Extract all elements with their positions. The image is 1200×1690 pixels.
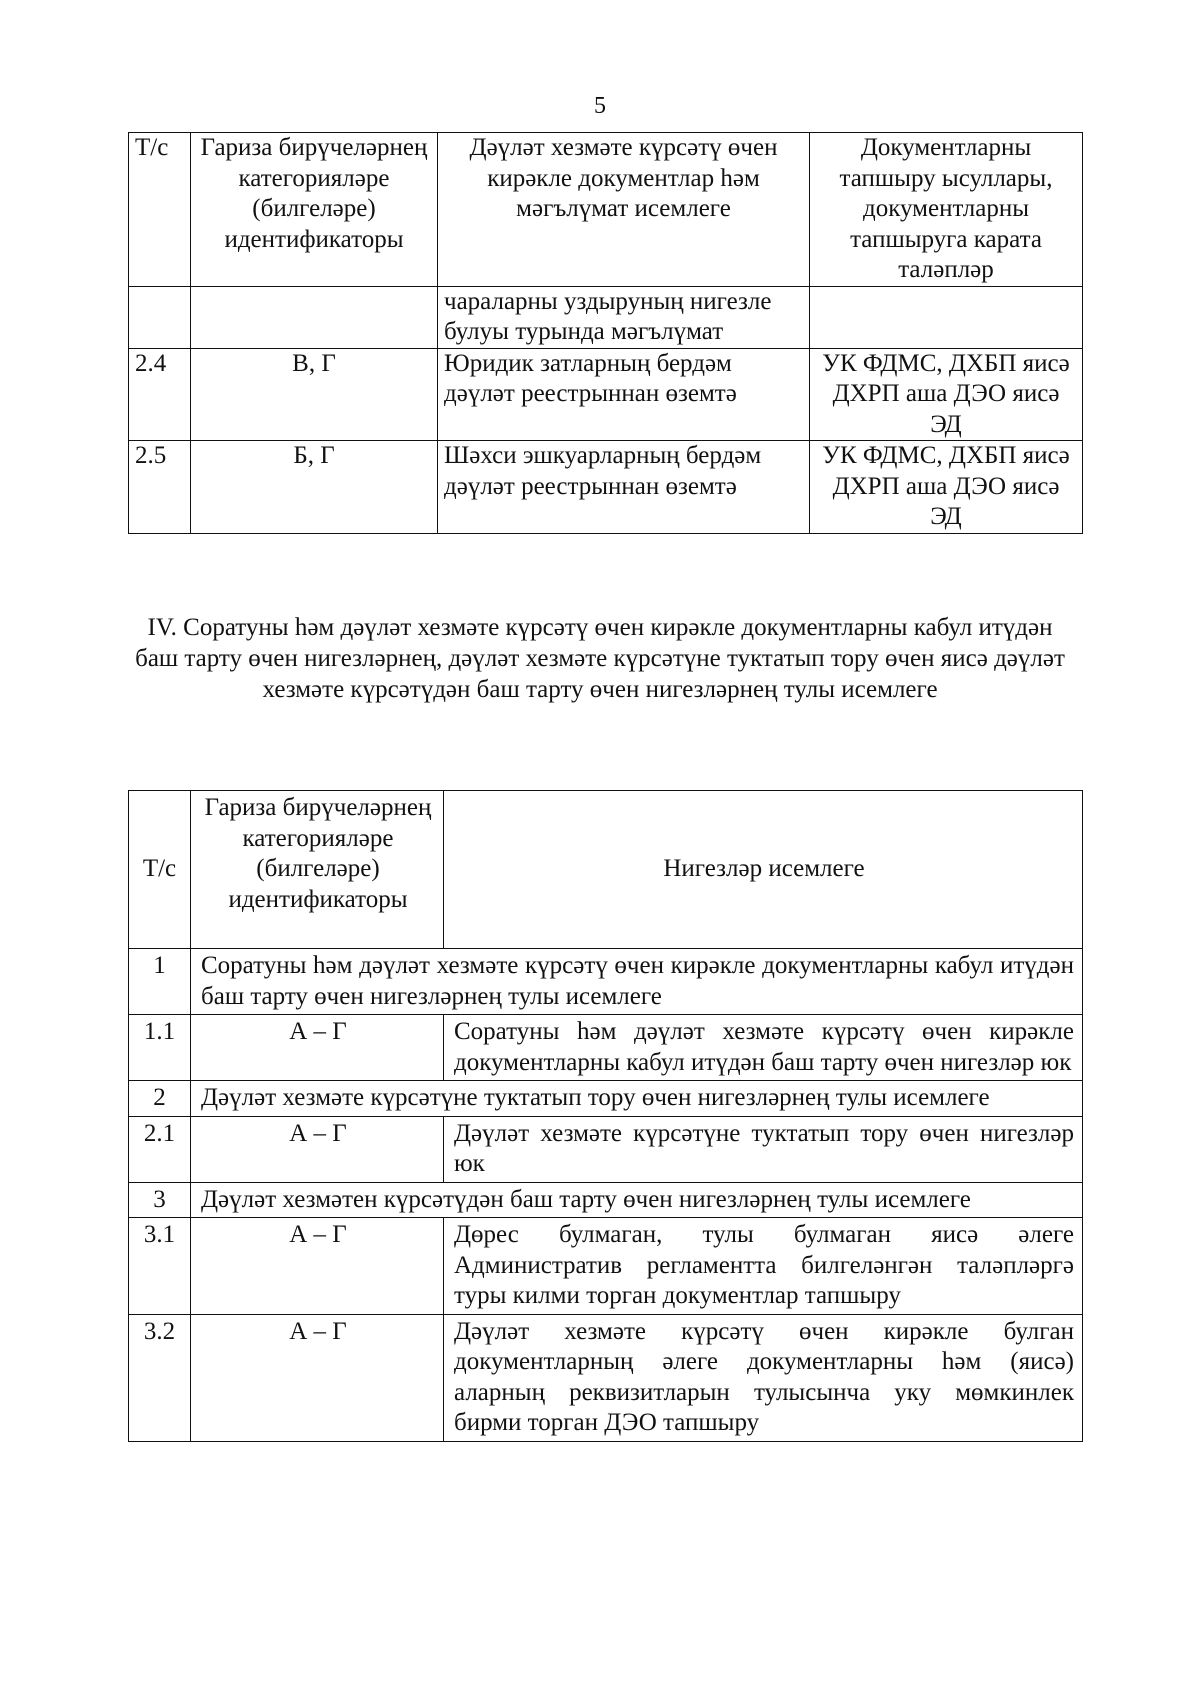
row-grounds: Соратуны һәм дәүләт хезмәте күрсәтү өчен кирәкле документларны кабул итүдән баш тарту өчен нигезләр юк [444,1015,1083,1081]
table-row [129,1314,1083,1441]
row-document: чараларны уздыруның нигезле булуы турында мәгълүмат [438,286,810,348]
row-number: 3 [129,1182,191,1218]
row-category: А – Г [191,1116,444,1182]
row-number: 1.1 [129,1015,191,1081]
row-number: 2.5 [129,441,191,534]
row-number: 3.2 [129,1314,191,1441]
table-row [129,286,1083,348]
row-number: 2 [129,1081,191,1117]
table-row [129,348,1083,441]
row-number: 2.4 [129,348,191,441]
section-row [129,949,1083,1015]
section-text: Дәүләт хезмәтен күрсәтүдән баш тарту өчен нигезләрнең тулы исемлеге [191,1182,1083,1218]
documents-table [128,132,1083,534]
header-number: Т/с [129,133,191,287]
header-documents: Дәүләт хезмәте күрсәтү өчен кирәкле документлар һәм мәгълүмат исемлеге [438,133,810,287]
table-row [129,441,1083,534]
row-grounds: Дәүләт хезмәте күрсәтү өчен кирәкле булган документларның әлеге документларны һәм (яисә) аларның реквизитларын тулысынча уку мөмкинлек бирми торган ДЭО тапшыру [444,1314,1083,1441]
table-row [129,1218,1083,1315]
header-category: Гариза бирүчеләрнең категорияләре (билгеләре) идентификаторы [191,791,444,949]
row-category: В, Г [191,348,438,441]
row-grounds: Дөрес булмаган, тулы булмаган яисә әлеге Административ регламентта билгеләнгән таләпләргә туры килми торган документлар тапшыру [444,1218,1083,1315]
row-number: 3.1 [129,1218,191,1315]
grounds-table [128,790,1083,1442]
table-header-row [129,791,1083,949]
row-document: Юридик затларның бердәм дәүләт реестрыннан өземтә [438,348,810,441]
section-row [129,1081,1083,1117]
header-grounds: Нигезләр исемлеге [444,791,1083,949]
row-number: 1 [129,949,191,1015]
table-row [129,1116,1083,1182]
section-text: Дәүләт хезмәте күрсәтүне туктатып тору өчен нигезләрнең тулы исемлеге [191,1081,1083,1117]
section-row [129,1182,1083,1218]
header-category: Гариза бирүчеләрнең категорияләре (билгеләре) идентификаторы [191,133,438,287]
row-category: А – Г [191,1314,444,1441]
section-text: Соратуны һәм дәүләт хезмәте күрсәтү өчен кирәкле документларны кабул итүдән баш тарту өчен нигезләрнең тулы исемлеге [191,949,1083,1015]
table-row [129,1015,1083,1081]
header-methods: Документларны тапшыру ысуллары, документларны тапшыруга карата таләпләр [810,133,1083,287]
row-method: УК ФДМС, ДХБП яисә ДХРП аша ДЭО яисә ЭД [810,441,1083,534]
row-category: Б, Г [191,441,438,534]
row-method: УК ФДМС, ДХБП яисә ДХРП аша ДЭО яисә ЭД [810,348,1083,441]
header-number: Т/с [129,791,191,949]
table-header-row [129,133,1083,287]
row-number: 2.1 [129,1116,191,1182]
row-category [191,286,438,348]
page-number: 5 [594,93,606,119]
row-document: Шәхси эшкуарларның бердәм дәүләт реестрыннан өземтә [438,441,810,534]
row-grounds: Дәүләт хезмәте күрсәтүне туктатып тору өчен нигезләр юк [444,1116,1083,1182]
section-heading: IV. Соратуны һәм дәүләт хезмәте күрсәтү өчен кирәкле документларны кабул итүдән баш тарту өчен нигезләрнең, дәүләт хезмәте күрсәтүне туктатып тору өчен яисә дәүләт хезмәте күрсәтүдән баш тарту өчен нигезләрнең тулы исемлеге [135,614,1065,703]
row-method [810,286,1083,348]
row-number [129,286,191,348]
row-category: А – Г [191,1015,444,1081]
row-category: А – Г [191,1218,444,1315]
